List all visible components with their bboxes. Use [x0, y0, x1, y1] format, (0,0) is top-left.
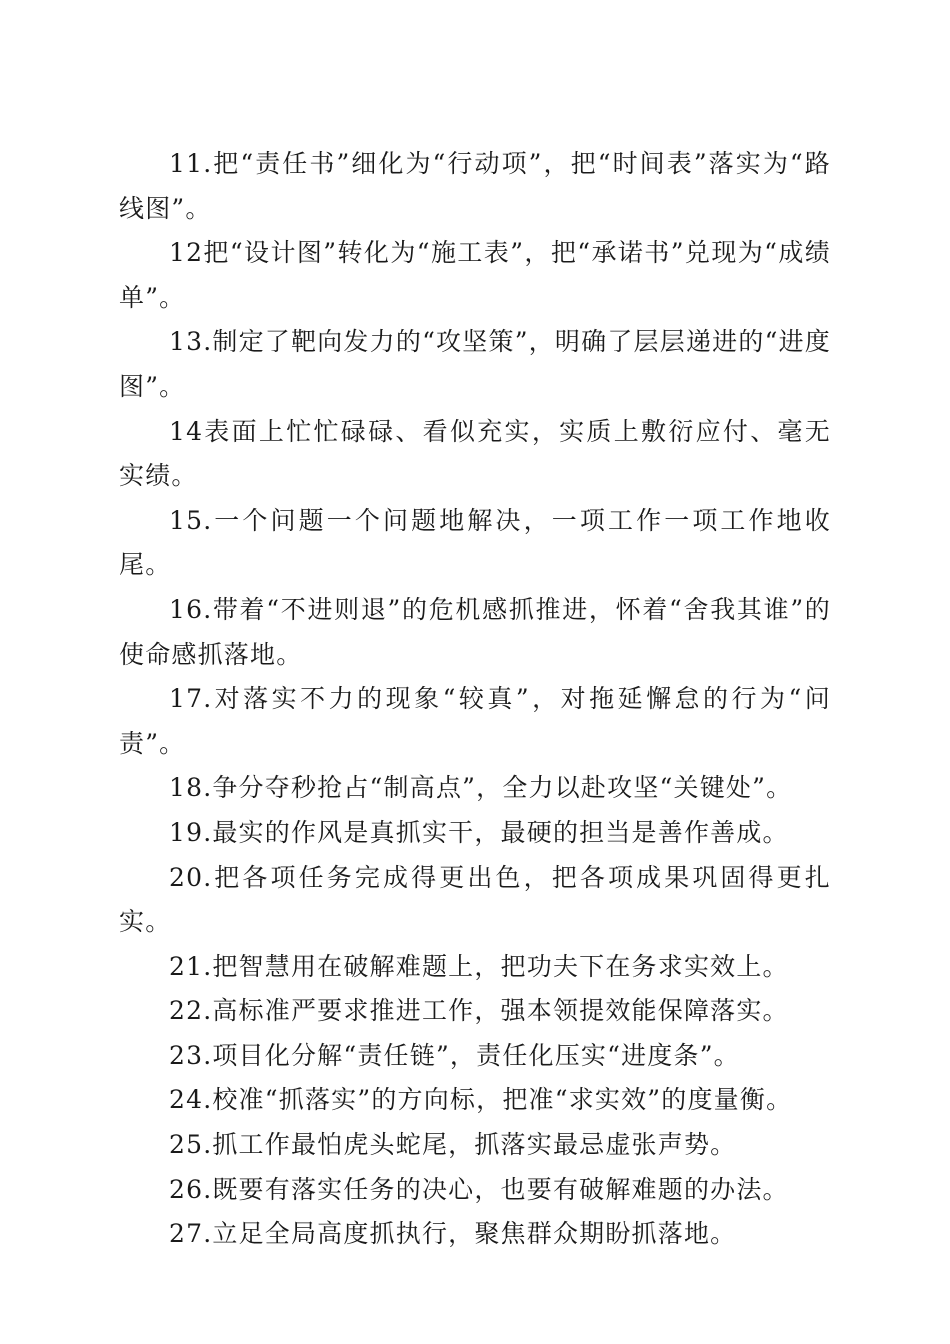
document-body [119, 142, 831, 1257]
paragraph-19: 19.最实的作风是真抓实干，最硬的担当是善作善成。 [169, 817, 789, 847]
paragraph-12: 12把“设计图”转化为“施工表”，把“承诺书”兑现为“成绩单”。 [119, 238, 831, 312]
paragraph-24: 24.校准“抓落实”的方向标，把准“求实效”的度量衡。 [169, 1085, 793, 1115]
paragraph-11: 11.把“责任书”细化为“行动项”，把“时间表”落实为“路线图”。 [119, 149, 831, 223]
paragraph-14: 14表面上忙忙碌碌、看似充实，实质上敷衍应付、毫无实绩。 [119, 416, 831, 491]
paragraph-15: 15.一个问题一个问题地解决，一项工作一项工作地收尾。 [119, 505, 831, 580]
paragraph-27: 27.立足全局高度抓执行，聚焦群众期盼抓落地。 [169, 1219, 737, 1249]
paragraph-26: 26.既要有落实任务的决心，也要有破解难题的办法。 [169, 1174, 789, 1204]
paragraph-23: 23.项目化分解“责任链”，责任化压实“进度条”。 [169, 1040, 740, 1070]
paragraph-13: 13.制定了靶向发力的“攻坚策”，明确了层层递进的“进度图”。 [119, 327, 831, 401]
paragraph-20: 20.把各项任务完成得更出色，把各项成果巩固得更扎实。 [119, 862, 831, 937]
paragraph-17: 17.对落实不力的现象“较真”，对拖延懈怠的行为“问责”。 [119, 684, 831, 758]
paragraph-25: 25.抓工作最怕虎头蛇尾，抓落实最忌虚张声势。 [169, 1130, 737, 1160]
paragraph-22: 22.高标准严要求推进工作，强本领提效能保障落实。 [169, 996, 789, 1026]
paragraph-21: 21.把智慧用在破解难题上，把功夫下在务求实效上。 [169, 951, 789, 981]
paragraph-18: 18.争分夺秒抢占“制高点”，全力以赴攻坚“关键处”。 [169, 773, 793, 803]
paragraph-16: 16.带着“不进则退”的危机感抓推进，怀着“舍我其谁”的使命感抓落地。 [119, 594, 831, 669]
